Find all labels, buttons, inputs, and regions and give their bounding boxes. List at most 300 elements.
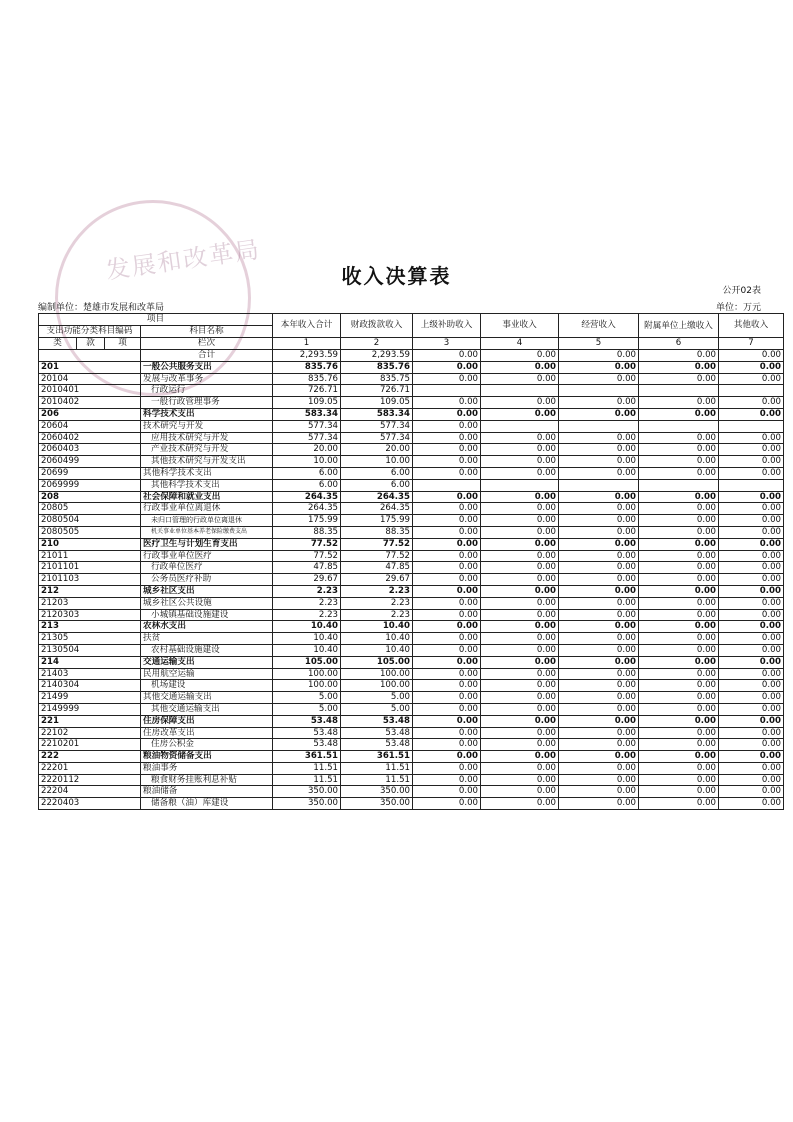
- row-value-col6: 0.00: [639, 644, 719, 656]
- row-value-col5: 0.00: [559, 538, 639, 550]
- row-value-col7: 0.00: [719, 373, 784, 385]
- row-value-col1: 53.48: [273, 715, 341, 727]
- row-value-col4: 0.00: [481, 680, 559, 692]
- row-value-col1: 105.00: [273, 656, 341, 668]
- row-name: 发展与改革事务: [141, 373, 273, 385]
- row-value-col6: 0.00: [639, 503, 719, 515]
- header-c4: 事业收入: [481, 314, 559, 338]
- row-value-col2: 10.40: [341, 644, 413, 656]
- row-value-col4: 0.00: [481, 467, 559, 479]
- table-row: [39, 739, 784, 751]
- row-value-col5: 0.00: [559, 774, 639, 786]
- row-value-col3: 0.00: [413, 668, 481, 680]
- row-value-col1: 2.23: [273, 597, 341, 609]
- row-value-col3: 0.00: [413, 491, 481, 503]
- row-value-col1: 361.51: [273, 751, 341, 763]
- row-value-col2: 77.52: [341, 538, 413, 550]
- row-code: 222: [39, 751, 141, 763]
- row-value-col1: 109.05: [273, 397, 341, 409]
- row-code: 20104: [39, 373, 141, 385]
- row-code: 2060499: [39, 456, 141, 468]
- row-code: 22102: [39, 727, 141, 739]
- row-value-col3: 0.00: [413, 562, 481, 574]
- row-value-col3: 0.00: [413, 432, 481, 444]
- row-value-col5: 0.00: [559, 373, 639, 385]
- row-value-col6: 0.00: [639, 633, 719, 645]
- table-row: [39, 692, 784, 704]
- table-row: [39, 503, 784, 515]
- row-value-col7: 0.00: [719, 550, 784, 562]
- row-value-col1: 835.76: [273, 373, 341, 385]
- row-value-col5: 0.00: [559, 656, 639, 668]
- row-value-col4: 0.00: [481, 503, 559, 515]
- row-value-col5: 0.00: [559, 397, 639, 409]
- row-code: 213: [39, 621, 141, 633]
- row-value-col7: 0.00: [719, 621, 784, 633]
- row-name: 行政运行: [141, 385, 273, 397]
- row-value-col5: 0.00: [559, 408, 639, 420]
- row-value-col4: [481, 385, 559, 397]
- row-value-col7: 0.00: [719, 515, 784, 527]
- row-value-col6: 0.00: [639, 668, 719, 680]
- row-value-col1: 77.52: [273, 538, 341, 550]
- row-value-col6: 0.00: [639, 703, 719, 715]
- table-row: [39, 350, 784, 362]
- row-value-col6: 0.00: [639, 715, 719, 727]
- table-row: [39, 479, 784, 491]
- row-value-col6: 0.00: [639, 350, 719, 362]
- unit-label: 单位：万元: [715, 303, 761, 313]
- row-code: 2149999: [39, 703, 141, 715]
- row-value-col7: 0.00: [719, 703, 784, 715]
- row-code: 21403: [39, 668, 141, 680]
- row-value-col3: 0.00: [413, 597, 481, 609]
- row-value-col3: [413, 385, 481, 397]
- row-value-col4: 0.00: [481, 597, 559, 609]
- row-value-col6: 0.00: [639, 491, 719, 503]
- row-value-col5: 0.00: [559, 692, 639, 704]
- row-value-col1: 835.76: [273, 361, 341, 373]
- row-code: 2010402: [39, 397, 141, 409]
- row-value-col1: 264.35: [273, 491, 341, 503]
- table-row: [39, 550, 784, 562]
- row-value-col5: 0.00: [559, 633, 639, 645]
- table-row: [39, 515, 784, 527]
- row-value-col3: 0.00: [413, 350, 481, 362]
- row-value-col7: 0.00: [719, 467, 784, 479]
- row-name: 储备粮（油）库建设: [141, 798, 273, 810]
- row-name: 社会保障和就业支出: [141, 491, 273, 503]
- row-value-col7: 0.00: [719, 762, 784, 774]
- table-row: [39, 597, 784, 609]
- row-value-col6: 0.00: [639, 526, 719, 538]
- row-code: 21011: [39, 550, 141, 562]
- row-name: 粮油物资储备支出: [141, 751, 273, 763]
- row-value-col7: [719, 420, 784, 432]
- row-value-col3: 0.00: [413, 444, 481, 456]
- row-name: 科学技术支出: [141, 408, 273, 420]
- row-value-col5: 0.00: [559, 715, 639, 727]
- table-row: [39, 361, 784, 373]
- row-value-col2: 53.48: [341, 739, 413, 751]
- table-row: [39, 432, 784, 444]
- row-code: 2101103: [39, 574, 141, 586]
- row-value-col2: 264.35: [341, 491, 413, 503]
- table-row: [39, 456, 784, 468]
- row-value-col2: 835.75: [341, 373, 413, 385]
- header-c7: 其他收入: [719, 314, 784, 338]
- row-code: 21305: [39, 633, 141, 645]
- row-value-col4: 0.00: [481, 798, 559, 810]
- row-value-col3: [413, 479, 481, 491]
- row-name: 小城镇基础设施建设: [141, 609, 273, 621]
- row-value-col6: 0.00: [639, 774, 719, 786]
- row-value-col5: 0.00: [559, 786, 639, 798]
- col-number-7: 7: [719, 338, 784, 350]
- row-name: 行政事业单位医疗: [141, 550, 273, 562]
- table-row: [39, 633, 784, 645]
- row-value-col3: 0.00: [413, 739, 481, 751]
- row-value-col1: 350.00: [273, 786, 341, 798]
- row-value-col3: 0.00: [413, 467, 481, 479]
- row-value-col2: 2.23: [341, 609, 413, 621]
- row-value-col7: 0.00: [719, 751, 784, 763]
- row-value-col1: 577.34: [273, 420, 341, 432]
- row-code: 2060402: [39, 432, 141, 444]
- table-row: [39, 786, 784, 798]
- row-value-col2: 350.00: [341, 798, 413, 810]
- header-code-group: 支出功能分类科目编码: [39, 326, 141, 338]
- row-value-col2: 11.51: [341, 774, 413, 786]
- row-value-col2: 53.48: [341, 727, 413, 739]
- row-value-col3: 0.00: [413, 692, 481, 704]
- row-value-col3: 0.00: [413, 774, 481, 786]
- row-value-col3: 0.00: [413, 656, 481, 668]
- table-row: [39, 574, 784, 586]
- row-value-col1: 5.00: [273, 703, 341, 715]
- row-value-col1: 2.23: [273, 585, 341, 597]
- row-value-col2: 100.00: [341, 680, 413, 692]
- row-value-col6: 0.00: [639, 680, 719, 692]
- row-value-col5: 0.00: [559, 727, 639, 739]
- row-value-col2: 29.67: [341, 574, 413, 586]
- row-value-col4: 0.00: [481, 644, 559, 656]
- row-value-col4: 0.00: [481, 373, 559, 385]
- row-value-col1: 175.99: [273, 515, 341, 527]
- row-value-col6: 0.00: [639, 444, 719, 456]
- row-value-col4: 0.00: [481, 562, 559, 574]
- row-name: 城乡社区公共设施: [141, 597, 273, 609]
- row-value-col4: 0.00: [481, 361, 559, 373]
- row-value-col2: 2.23: [341, 585, 413, 597]
- row-value-col6: 0.00: [639, 373, 719, 385]
- row-code: 2080505: [39, 526, 141, 538]
- row-value-col5: 0.00: [559, 739, 639, 751]
- row-value-col6: 0.00: [639, 621, 719, 633]
- row-value-col5: 0.00: [559, 444, 639, 456]
- row-value-col4: 0.00: [481, 656, 559, 668]
- row-value-col2: 11.51: [341, 762, 413, 774]
- row-value-col5: 0.00: [559, 562, 639, 574]
- row-value-col6: 0.00: [639, 550, 719, 562]
- row-value-col5: 0.00: [559, 456, 639, 468]
- row-name: 行政事业单位离退休: [141, 503, 273, 515]
- row-value-col3: 0.00: [413, 727, 481, 739]
- row-value-col6: 0.00: [639, 692, 719, 704]
- row-value-col1: 11.51: [273, 762, 341, 774]
- row-value-col5: 0.00: [559, 680, 639, 692]
- row-value-col5: 0.00: [559, 550, 639, 562]
- row-value-col6: 0.00: [639, 786, 719, 798]
- row-value-col7: 0.00: [719, 739, 784, 751]
- row-value-col2: 835.76: [341, 361, 413, 373]
- row-code: 2080504: [39, 515, 141, 527]
- row-value-col4: 0.00: [481, 585, 559, 597]
- row-code: 22201: [39, 762, 141, 774]
- row-value-col6: 0.00: [639, 562, 719, 574]
- row-code: 20604: [39, 420, 141, 432]
- row-value-col1: 10.40: [273, 644, 341, 656]
- row-value-col2: 77.52: [341, 550, 413, 562]
- row-value-col6: 0.00: [639, 408, 719, 420]
- table-row: [39, 668, 784, 680]
- row-name: 民用航空运输: [141, 668, 273, 680]
- row-value-col5: 0.00: [559, 350, 639, 362]
- row-value-col6: 0.00: [639, 609, 719, 621]
- header-c6: 附属单位上缴收入: [639, 314, 719, 338]
- row-value-col1: 350.00: [273, 798, 341, 810]
- row-value-col2: 577.34: [341, 420, 413, 432]
- row-value-col5: 0.00: [559, 703, 639, 715]
- row-value-col1: 53.48: [273, 739, 341, 751]
- row-value-col3: 0.00: [413, 786, 481, 798]
- row-code: 212: [39, 585, 141, 597]
- row-value-col4: 0.00: [481, 456, 559, 468]
- table-row: [39, 467, 784, 479]
- row-value-col4: 0.00: [481, 727, 559, 739]
- table-row: [39, 644, 784, 656]
- row-value-col4: 0.00: [481, 739, 559, 751]
- row-value-col2: 583.34: [341, 408, 413, 420]
- row-code: 201: [39, 361, 141, 373]
- row-name: 其他交通运输支出: [141, 692, 273, 704]
- row-value-col5: 0.00: [559, 491, 639, 503]
- row-value-col6: 0.00: [639, 456, 719, 468]
- row-value-col3: 0.00: [413, 515, 481, 527]
- row-value-col6: 0.00: [639, 585, 719, 597]
- table-row: [39, 385, 784, 397]
- row-value-col4: 0.00: [481, 444, 559, 456]
- row-value-col4: 0.00: [481, 762, 559, 774]
- table-row: [39, 680, 784, 692]
- table-row: [39, 397, 784, 409]
- row-value-col3: 0.00: [413, 550, 481, 562]
- row-value-col3: 0.00: [413, 574, 481, 586]
- row-value-col1: 2,293.59: [273, 350, 341, 362]
- row-value-col6: 0.00: [639, 432, 719, 444]
- table-row: [39, 715, 784, 727]
- row-code: 21499: [39, 692, 141, 704]
- row-value-col4: 0.00: [481, 633, 559, 645]
- col-number-4: 4: [481, 338, 559, 350]
- row-value-col1: 5.00: [273, 692, 341, 704]
- row-value-col6: 0.00: [639, 574, 719, 586]
- row-value-col3: 0.00: [413, 420, 481, 432]
- row-value-col1: 47.85: [273, 562, 341, 574]
- row-value-col1: 583.34: [273, 408, 341, 420]
- row-value-col5: [559, 420, 639, 432]
- table-row: [39, 609, 784, 621]
- row-name: 农林水支出: [141, 621, 273, 633]
- row-name: 其他交通运输支出: [141, 703, 273, 715]
- page-title: 收入决算表: [341, 264, 452, 288]
- row-name: 住房保障支出: [141, 715, 273, 727]
- row-value-col7: 0.00: [719, 668, 784, 680]
- row-value-col7: 0.00: [719, 798, 784, 810]
- official-seal-text: 发展和改革局: [104, 235, 263, 285]
- row-value-col4: 0.00: [481, 703, 559, 715]
- row-value-col5: 0.00: [559, 515, 639, 527]
- row-value-col1: 100.00: [273, 680, 341, 692]
- row-value-col3: 0.00: [413, 397, 481, 409]
- row-value-col2: 361.51: [341, 751, 413, 763]
- row-code: 2220403: [39, 798, 141, 810]
- table-row: [39, 751, 784, 763]
- row-value-col1: 2.23: [273, 609, 341, 621]
- row-value-col7: 0.00: [719, 609, 784, 621]
- row-value-col2: 350.00: [341, 786, 413, 798]
- row-name: 农村基础设施建设: [141, 644, 273, 656]
- row-value-col6: 0.00: [639, 739, 719, 751]
- row-value-col2: 10.00: [341, 456, 413, 468]
- header-item: 项目: [39, 314, 273, 326]
- row-value-col2: 88.35: [341, 526, 413, 538]
- header-xiang: 项: [105, 338, 141, 350]
- row-value-col7: 0.00: [719, 562, 784, 574]
- row-value-col4: 0.00: [481, 538, 559, 550]
- row-value-col5: 0.00: [559, 361, 639, 373]
- row-code: 206: [39, 408, 141, 420]
- row-value-col2: 105.00: [341, 656, 413, 668]
- row-name: 粮食财务挂账利息补贴: [141, 774, 273, 786]
- row-value-col2: 726.71: [341, 385, 413, 397]
- row-value-col5: 0.00: [559, 668, 639, 680]
- row-value-col1: 10.40: [273, 633, 341, 645]
- row-name: 技术研究与开发: [141, 420, 273, 432]
- row-value-col2: 53.48: [341, 715, 413, 727]
- row-value-col2: 264.35: [341, 503, 413, 515]
- row-value-col1: 10.40: [273, 621, 341, 633]
- row-value-col7: 0.00: [719, 456, 784, 468]
- row-value-col4: 0.00: [481, 774, 559, 786]
- row-value-col5: 0.00: [559, 621, 639, 633]
- row-value-col4: 0.00: [481, 692, 559, 704]
- row-value-col1: 726.71: [273, 385, 341, 397]
- row-value-col3: 0.00: [413, 538, 481, 550]
- row-value-col7: 0.00: [719, 503, 784, 515]
- row-value-col5: 0.00: [559, 503, 639, 515]
- row-name: 一般公共服务支出: [141, 361, 273, 373]
- header-lanci: 栏次: [141, 338, 273, 350]
- row-value-col1: 77.52: [273, 550, 341, 562]
- org-label: 编制单位：楚雄市发展和改革局: [38, 303, 165, 313]
- row-value-col1: 6.00: [273, 467, 341, 479]
- row-value-col4: 0.00: [481, 432, 559, 444]
- row-value-col7: 0.00: [719, 656, 784, 668]
- row-code: 20699: [39, 467, 141, 479]
- income-table: [38, 313, 784, 810]
- row-value-col1: 29.67: [273, 574, 341, 586]
- row-value-col1: 88.35: [273, 526, 341, 538]
- row-code: 210: [39, 538, 141, 550]
- row-code: 2069999: [39, 479, 141, 491]
- row-name: 未归口管理的行政单位离退休: [141, 515, 273, 527]
- table-row: [39, 491, 784, 503]
- row-value-col5: 0.00: [559, 585, 639, 597]
- col-number-6: 6: [639, 338, 719, 350]
- row-value-col6: 0.00: [639, 467, 719, 479]
- row-value-col2: 10.40: [341, 621, 413, 633]
- row-value-col3: 0.00: [413, 609, 481, 621]
- row-value-col7: 0.00: [719, 444, 784, 456]
- row-code: 2220112: [39, 774, 141, 786]
- row-name: 公务员医疗补助: [141, 574, 273, 586]
- row-code: 2060403: [39, 444, 141, 456]
- table-row: [39, 526, 784, 538]
- row-value-col7: [719, 385, 784, 397]
- row-value-col3: 0.00: [413, 798, 481, 810]
- header-c5: 经营收入: [559, 314, 639, 338]
- row-value-col4: 0.00: [481, 408, 559, 420]
- col-number-1: 1: [273, 338, 341, 350]
- row-value-col5: 0.00: [559, 609, 639, 621]
- row-value-col4: 0.00: [481, 350, 559, 362]
- row-value-col7: 0.00: [719, 786, 784, 798]
- row-value-col2: 10.40: [341, 633, 413, 645]
- row-value-col3: 0.00: [413, 715, 481, 727]
- table-row: [39, 798, 784, 810]
- row-value-col4: 0.00: [481, 550, 559, 562]
- row-name: 机关事业单位基本养老保险缴费支出: [141, 526, 273, 538]
- row-value-col5: 0.00: [559, 751, 639, 763]
- row-code: 2130504: [39, 644, 141, 656]
- row-code: 2120303: [39, 609, 141, 621]
- row-value-col5: 0.00: [559, 574, 639, 586]
- header-c2: 财政拨款收入: [341, 314, 413, 338]
- table-row: [39, 373, 784, 385]
- row-name: 医疗卫生与计划生育支出: [141, 538, 273, 550]
- row-name: 一般行政管理事务: [141, 397, 273, 409]
- row-name: 合计: [141, 350, 273, 362]
- row-value-col6: 0.00: [639, 538, 719, 550]
- header-lei: 类: [39, 338, 77, 350]
- table-row: [39, 538, 784, 550]
- table-row: [39, 621, 784, 633]
- row-value-col7: 0.00: [719, 633, 784, 645]
- row-name: 产业技术研究与开发: [141, 444, 273, 456]
- row-code: 2210201: [39, 739, 141, 751]
- row-name: 行政单位医疗: [141, 562, 273, 574]
- row-value-col6: 0.00: [639, 798, 719, 810]
- row-value-col7: 0.00: [719, 361, 784, 373]
- row-value-col7: 0.00: [719, 350, 784, 362]
- row-value-col1: 53.48: [273, 727, 341, 739]
- row-value-col3: 0.00: [413, 703, 481, 715]
- row-name: 城乡社区支出: [141, 585, 273, 597]
- row-name: 粮油事务: [141, 762, 273, 774]
- row-value-col6: [639, 420, 719, 432]
- table-row: [39, 727, 784, 739]
